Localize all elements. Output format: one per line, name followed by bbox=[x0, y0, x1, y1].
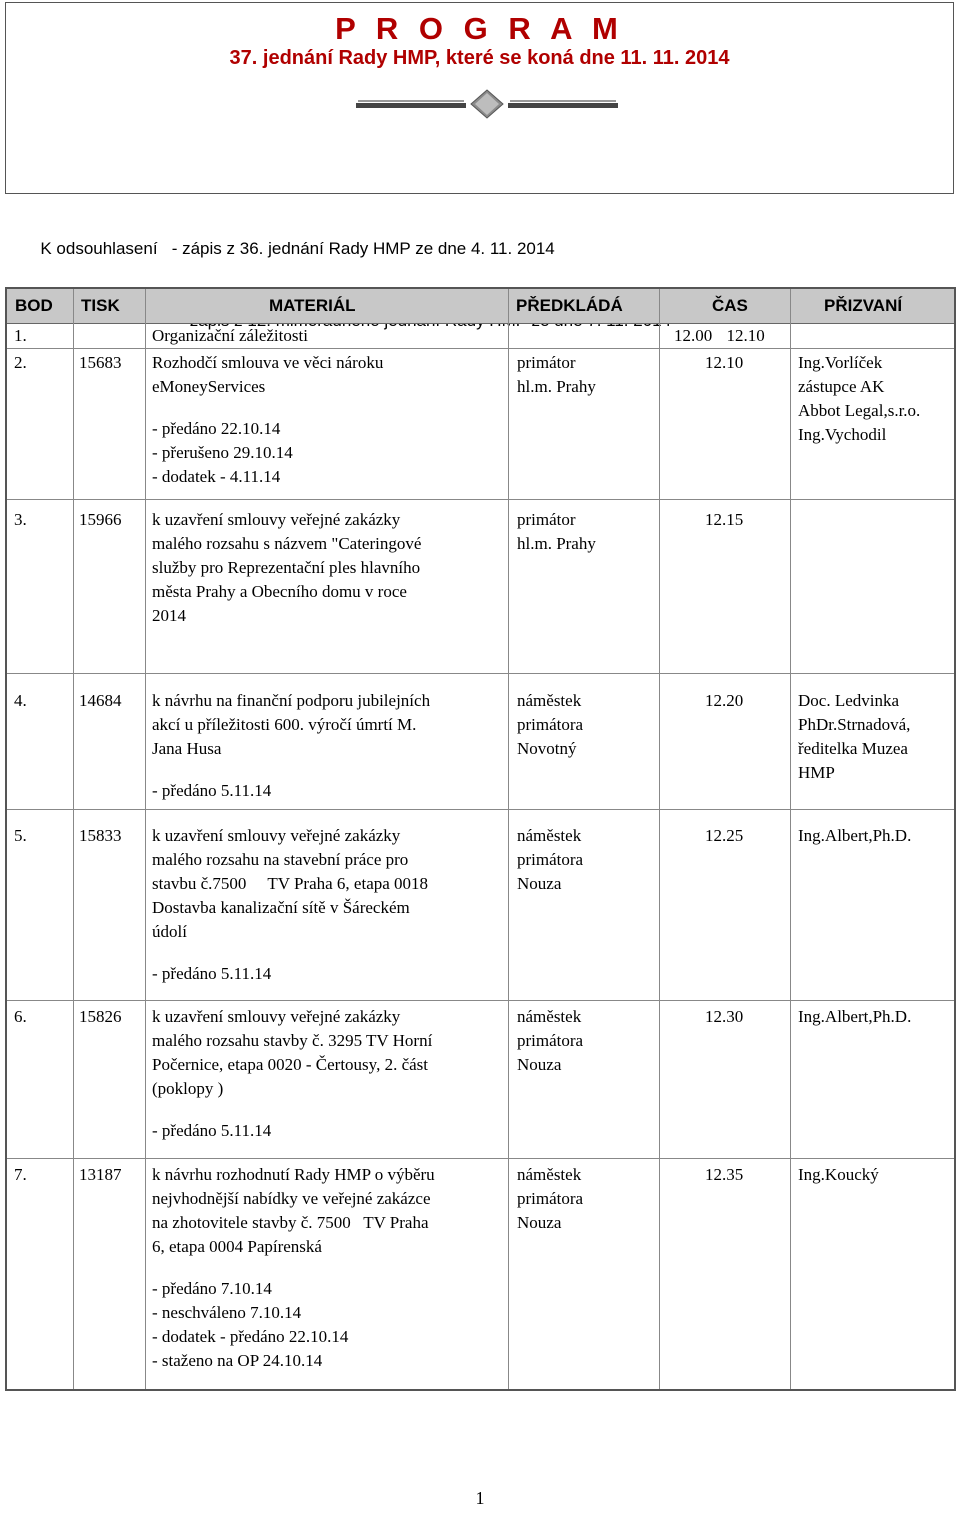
column-divider bbox=[145, 289, 146, 1389]
row-material: Jana Husa bbox=[152, 739, 222, 758]
row-predklada: hl.m. Prahy bbox=[517, 534, 596, 553]
row-material: služby pro Reprezentační ples hlavního bbox=[152, 558, 421, 577]
table-header bbox=[7, 289, 954, 324]
row-tisk: 13187 bbox=[79, 1165, 122, 1184]
row-note: - předáno 22.10.14 bbox=[152, 419, 281, 438]
row-note: - přerušeno 29.10.14 bbox=[152, 443, 293, 462]
row-material: Dostavba kanalizační sítě v Šáreckém bbox=[152, 898, 410, 917]
row-material: (poklopy ) bbox=[152, 1079, 224, 1098]
approval-label: K odsouhlasení bbox=[40, 239, 158, 258]
row-prizvani: ředitelka Muzea bbox=[798, 739, 908, 758]
row-cas: 12.00 12.10 bbox=[674, 326, 765, 345]
row-note: - předáno 5.11.14 bbox=[152, 781, 272, 800]
column-header-cas: ČAS bbox=[712, 296, 748, 315]
row-bod: 2. bbox=[14, 353, 27, 372]
row-material: k návrhu rozhodnutí Rady HMP o výběru bbox=[152, 1165, 435, 1184]
row-material: na zhotovitele stavby č. 7500 TV Praha bbox=[152, 1213, 429, 1232]
row-predklada: hl.m. Prahy bbox=[517, 377, 596, 396]
row-predklada: Nouza bbox=[517, 1213, 562, 1232]
row-prizvani: zástupce AK bbox=[798, 377, 885, 396]
column-header-predklada: PŘEDKLÁDÁ bbox=[516, 296, 623, 315]
row-note: - předáno 7.10.14 bbox=[152, 1279, 272, 1298]
row-material: 6, etapa 0004 Papírenská bbox=[152, 1237, 322, 1256]
row-material: akcí u příležitosti 600. výročí úmrtí M. bbox=[152, 715, 417, 734]
column-header-material: MATERIÁL bbox=[269, 296, 356, 315]
column-divider bbox=[659, 289, 660, 1389]
row-cas: 12.15 bbox=[705, 510, 744, 529]
row-prizvani: Ing.Koucký bbox=[798, 1165, 879, 1184]
row-predklada: náměstek bbox=[517, 826, 582, 845]
row-bod: 6. bbox=[14, 1007, 27, 1026]
row-note: - předáno 5.11.14 bbox=[152, 1121, 272, 1140]
program-subtitle: 37. jednání Rady HMP, které se koná dne 11. 11. 2014 bbox=[229, 47, 730, 69]
row-cas: 12.30 bbox=[705, 1007, 744, 1026]
row-cas: 12.25 bbox=[705, 826, 744, 845]
row-predklada: Novotný bbox=[517, 739, 577, 758]
row-predklada: primátora bbox=[517, 1031, 584, 1050]
row-divider bbox=[7, 1158, 954, 1159]
row-predklada: Nouza bbox=[517, 1055, 562, 1074]
decorative-divider-icon bbox=[356, 89, 618, 119]
row-divider bbox=[7, 673, 954, 674]
row-divider bbox=[7, 809, 954, 810]
row-tisk: 15683 bbox=[79, 353, 122, 372]
row-tisk: 15826 bbox=[79, 1007, 122, 1026]
row-prizvani: Ing.Albert,Ph.D. bbox=[798, 1007, 912, 1026]
row-material: k uzavření smlouvy veřejné zakázky bbox=[152, 510, 401, 529]
row-divider bbox=[7, 499, 954, 500]
program-title: P R O G R A M bbox=[335, 11, 624, 46]
row-material: údolí bbox=[152, 922, 187, 941]
row-bod: 5. bbox=[14, 826, 27, 845]
row-predklada: primátora bbox=[517, 850, 584, 869]
row-prizvani: Abbot Legal,s.r.o. bbox=[798, 401, 921, 420]
row-prizvani: Ing.Vorlíček bbox=[798, 353, 883, 372]
row-predklada: náměstek bbox=[517, 1165, 582, 1184]
row-note: - dodatek - předáno 22.10.14 bbox=[152, 1327, 349, 1346]
row-prizvani: PhDr.Strnadová, bbox=[798, 715, 911, 734]
row-divider bbox=[7, 348, 954, 349]
row-tisk: 14684 bbox=[79, 691, 122, 710]
row-material: malého rozsahu na stavební práce pro bbox=[152, 850, 409, 869]
row-material: k uzavření smlouvy veřejné zakázky bbox=[152, 1007, 401, 1026]
agenda-table bbox=[5, 287, 956, 1391]
row-cas: 12.20 bbox=[705, 691, 744, 710]
row-predklada: primátor bbox=[517, 510, 576, 529]
row-material: Organizační záležitosti bbox=[152, 326, 308, 345]
approval-item: - zápis z 36. jednání Rady HMP ze dne 4. 11. 2014 bbox=[171, 239, 555, 258]
row-prizvani: HMP bbox=[798, 763, 835, 782]
row-predklada: primátora bbox=[517, 1189, 584, 1208]
row-bod: 7. bbox=[14, 1165, 27, 1184]
row-predklada: primátora bbox=[517, 715, 584, 734]
row-tisk: 15966 bbox=[79, 510, 122, 529]
row-tisk: 15833 bbox=[79, 826, 122, 845]
row-prizvani: Ing.Albert,Ph.D. bbox=[798, 826, 912, 845]
column-divider bbox=[508, 289, 509, 1389]
row-cas: 12.10 bbox=[705, 353, 744, 372]
row-predklada: náměstek bbox=[517, 1007, 582, 1026]
row-material: stavbu č.7500 TV Praha 6, etapa 0018 bbox=[152, 874, 429, 893]
row-note: - dodatek - 4.11.14 bbox=[152, 467, 281, 486]
row-divider bbox=[7, 1000, 954, 1001]
row-note: - neschváleno 7.10.14 bbox=[152, 1303, 302, 1322]
column-header-prizvani: PŘIZVANÍ bbox=[824, 296, 903, 315]
program-header bbox=[5, 2, 954, 194]
row-bod: 4. bbox=[14, 691, 27, 710]
row-bod: 3. bbox=[14, 510, 27, 529]
row-cas: 12.35 bbox=[705, 1165, 744, 1184]
row-prizvani: Ing.Vychodil bbox=[798, 425, 887, 444]
column-header-tisk: TISK bbox=[81, 296, 120, 315]
row-material: eMoneyServices bbox=[152, 377, 266, 396]
column-header-bod: BOD bbox=[15, 296, 53, 315]
row-bod: 1. bbox=[14, 326, 27, 345]
row-predklada: primátor bbox=[517, 353, 576, 372]
row-material: malého rozsahu stavby č. 3295 TV Horní bbox=[152, 1031, 433, 1050]
row-material: malého rozsahu s názvem "Cateringové bbox=[152, 534, 422, 553]
row-material: k uzavření smlouvy veřejné zakázky bbox=[152, 826, 401, 845]
page-number: 1 bbox=[475, 1488, 485, 1508]
row-material: Rozhodčí smlouva ve věci nároku bbox=[152, 353, 384, 372]
row-predklada: Nouza bbox=[517, 874, 562, 893]
row-material: nejvhodnější nabídky ve veřejné zakázce bbox=[152, 1189, 431, 1208]
column-divider bbox=[73, 289, 74, 1389]
row-material: k návrhu na finanční podporu jubilejních bbox=[152, 691, 431, 710]
row-material: města Prahy a Obecního domu v roce bbox=[152, 582, 407, 601]
row-note: - staženo na OP 24.10.14 bbox=[152, 1351, 323, 1370]
row-predklada: náměstek bbox=[517, 691, 582, 710]
column-divider bbox=[790, 289, 791, 1389]
row-prizvani: Doc. Ledvinka bbox=[798, 691, 900, 710]
row-material: Počernice, etapa 0020 - Čertousy, 2. část bbox=[152, 1055, 429, 1074]
row-note: - předáno 5.11.14 bbox=[152, 964, 272, 983]
row-material: 2014 bbox=[152, 606, 186, 625]
